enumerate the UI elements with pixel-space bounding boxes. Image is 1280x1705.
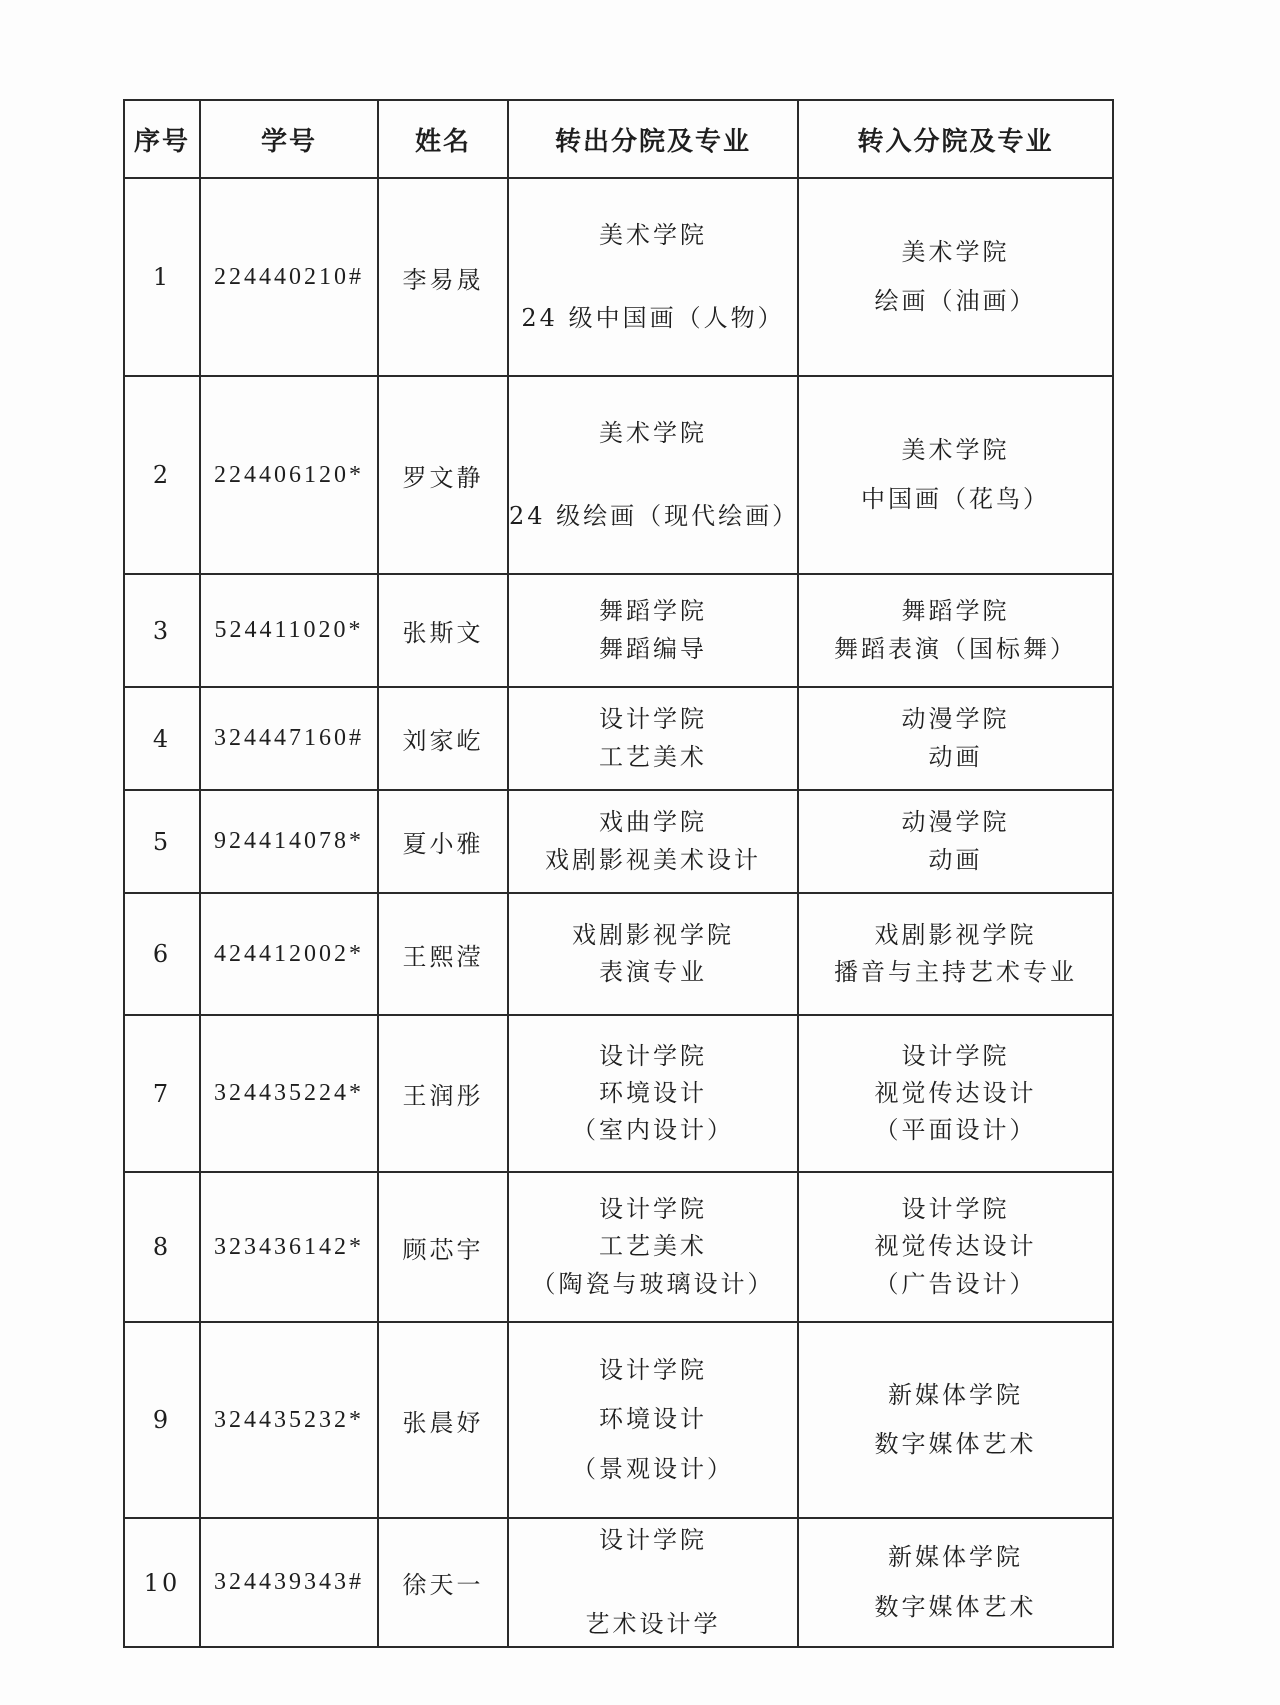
row-from-line: 设计学院 (599, 1041, 707, 1070)
row-name: 张晨妤 (378, 1322, 508, 1518)
row-from-line: 戏剧影视学院 (572, 920, 734, 949)
row-seq: 9 (124, 1322, 200, 1518)
row-to-line: 中国画（花鸟） (861, 485, 1050, 513)
row-seq: 6 (124, 893, 200, 1015)
row-to-line: 数字媒体艺术 (874, 1592, 1037, 1621)
row-to-line: 设计学院 (901, 1195, 1010, 1224)
header-from: 转出分院及专业 (508, 100, 798, 178)
row-from-line: 舞蹈学院 (599, 597, 707, 626)
row-to-line: 动漫学院 (901, 808, 1010, 837)
row-to-major (798, 1518, 1113, 1647)
row-to-line: 绘画（油画） (874, 287, 1037, 315)
row-from-line: 24 级中国画（人物） (521, 304, 785, 332)
row-name: 徐天一 (378, 1518, 508, 1647)
row-from-line: （陶瓷与玻璃设计） (531, 1269, 775, 1298)
row-from-line: 设计学院 (599, 705, 707, 734)
row-from-major (508, 1172, 798, 1322)
row-from-major (508, 790, 798, 893)
transfer-table (123, 99, 1114, 1648)
table-row (124, 178, 1113, 376)
row-to-line: 动画 (928, 845, 983, 874)
row-name: 刘家屹 (378, 687, 508, 790)
row-from-line: 24 级绘画（现代绘画） (509, 502, 800, 530)
row-seq: 1 (124, 178, 200, 376)
row-to-line: 戏剧影视学院 (874, 920, 1037, 949)
row-student-id: 324435232* (200, 1322, 378, 1518)
row-student-id: 224406120* (200, 376, 378, 574)
table-row (124, 376, 1113, 574)
row-from-line: 美术学院 (599, 418, 707, 447)
row-to-line: 新媒体学院 (888, 1543, 1023, 1572)
row-name: 王润彤 (378, 1015, 508, 1172)
table-row (124, 1015, 1113, 1172)
row-to-line: （广告设计） (874, 1269, 1037, 1298)
table-row (124, 790, 1113, 893)
row-to-major (798, 1015, 1113, 1172)
table-row (124, 1322, 1113, 1518)
row-from-line: 戏剧影视美术设计 (545, 845, 761, 874)
table-row (124, 893, 1113, 1015)
row-student-id: 224440210# (200, 178, 378, 376)
row-student-id: 424412002* (200, 893, 378, 1015)
row-from-major (508, 574, 798, 687)
row-from-line: 设计学院 (599, 1526, 707, 1555)
table-row (124, 574, 1113, 687)
row-from-major (508, 178, 798, 376)
row-to-line: 舞蹈学院 (901, 597, 1010, 626)
row-student-id: 323436142* (200, 1172, 378, 1322)
row-name: 李易晟 (378, 178, 508, 376)
row-to-major (798, 790, 1113, 893)
row-to-line: 设计学院 (901, 1041, 1010, 1070)
row-from-line: 戏曲学院 (599, 808, 707, 837)
row-to-line: （平面设计） (874, 1116, 1037, 1145)
row-to-line: 数字媒体艺术 (874, 1430, 1037, 1458)
row-from-major (508, 376, 798, 574)
row-name: 罗文静 (378, 376, 508, 574)
row-to-major (798, 1172, 1113, 1322)
row-to-major (798, 178, 1113, 376)
row-seq: 4 (124, 687, 200, 790)
row-student-id: 324447160# (200, 687, 378, 790)
row-to-line: 动漫学院 (901, 705, 1010, 734)
table-body (124, 178, 1113, 1647)
row-student-id: 924414078* (200, 790, 378, 893)
row-from-line: 设计学院 (599, 1356, 707, 1385)
header-student-id: 学号 (200, 100, 378, 178)
row-student-id: 324435224* (200, 1015, 378, 1172)
row-seq: 5 (124, 790, 200, 893)
row-to-major (798, 1322, 1113, 1518)
table-row (124, 1518, 1113, 1647)
header-seq: 序号 (124, 100, 200, 178)
row-name: 夏小雅 (378, 790, 508, 893)
row-to-line: 视觉传达设计 (874, 1078, 1037, 1107)
row-from-line: 工艺美术 (599, 742, 707, 771)
row-to-major (798, 893, 1113, 1015)
row-seq: 2 (124, 376, 200, 574)
row-from-line: （景观设计） (572, 1454, 734, 1483)
row-seq: 7 (124, 1015, 200, 1172)
row-to-line: 播音与主持艺术专业 (834, 958, 1077, 986)
row-name: 张斯文 (378, 574, 508, 687)
row-to-line: 美术学院 (901, 435, 1010, 464)
row-from-line: 表演专业 (599, 958, 707, 986)
row-to-line: 新媒体学院 (888, 1380, 1023, 1409)
row-to-line: 动画 (928, 742, 983, 771)
row-from-line: 美术学院 (599, 220, 707, 249)
row-from-line: 舞蹈编导 (599, 634, 707, 663)
row-from-major (508, 687, 798, 790)
row-from-major (508, 1322, 798, 1518)
row-from-line: 工艺美术 (599, 1232, 707, 1261)
row-from-line: 环境设计 (599, 1078, 707, 1107)
row-to-major (798, 687, 1113, 790)
row-from-line: 设计学院 (599, 1195, 707, 1224)
row-name: 王熙滢 (378, 893, 508, 1015)
row-seq: 3 (124, 574, 200, 687)
row-from-major (508, 1518, 798, 1647)
table-row (124, 1172, 1113, 1322)
row-from-major (508, 893, 798, 1015)
row-from-major (508, 1015, 798, 1172)
header-to: 转入分院及专业 (798, 100, 1113, 178)
header-row (124, 100, 1113, 178)
row-to-line: 美术学院 (901, 237, 1010, 266)
row-name: 顾芯宇 (378, 1172, 508, 1322)
row-to-major (798, 574, 1113, 687)
row-to-line: 舞蹈表演（国标舞） (834, 634, 1077, 663)
row-student-id: 324439343# (200, 1518, 378, 1647)
row-student-id: 524411020* (200, 574, 378, 687)
row-seq: 10 (124, 1518, 200, 1647)
row-to-major (798, 376, 1113, 574)
row-to-line: 视觉传达设计 (874, 1232, 1037, 1261)
table-row (124, 687, 1113, 790)
header-name: 姓名 (378, 100, 508, 178)
row-from-line: （室内设计） (572, 1116, 734, 1145)
row-seq: 8 (124, 1172, 200, 1322)
row-from-line: 环境设计 (599, 1405, 707, 1434)
row-from-line: 艺术设计学 (585, 1609, 721, 1638)
